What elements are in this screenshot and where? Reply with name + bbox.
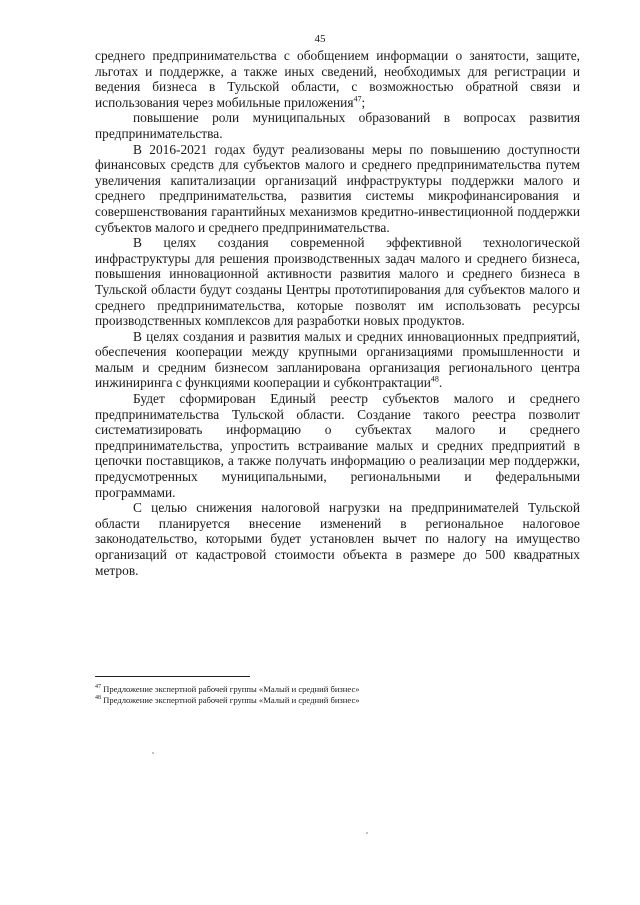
paragraph: повышение роли муниципальных образований в вопросах развития предпринимательства. <box>95 110 580 141</box>
paragraph-text: среднего предпринимательства с обобщением информации о занятости, защите, льготах и поддержке, а также иных сведений, необходимых для регистрации и ведения бизнеса в Тульской области, с возможностью обратной связи и использования через мобильные приложения <box>95 48 580 110</box>
footnote-divider <box>95 676 250 677</box>
paragraph: В целях создания современной эффективной технологической инфраструктуры для решения производственных задач малого и среднего бизнеса, повышения инновационной активности развития малого и среднего бизнеса в Тульской области будут созданы Центры прототипирования для субъектов малого и среднего предпринимательства, которые позволят им использовать ресурсы производственных комплексов для разработки новых продуктов. <box>95 235 580 329</box>
footnote-number: 47 <box>95 684 101 691</box>
scan-speck <box>152 752 154 754</box>
footnotes <box>95 684 580 706</box>
paragraph: В 2016-2021 годах будут реализованы меры по повышению доступности финансовых средств для субъектов малого и среднего предпринимательства путем увеличения капитализации организаций инфраструктуры поддержки малого и среднего предпринимательства, развития системы микрофинансирования и совершенствования гарантийных механизмов кредитно-инвестиционной поддержки субъектов малого и среднего предпринимательства. <box>95 141 580 235</box>
paragraph: С целью снижения налоговой нагрузки на предпринимателей Тульской области планируется внесение изменений в региональное налоговое законодательство, которыми будет установлен вычет по налогу на имущество организаций от кадастровой стоимости объекта в размере до 500 квадратных метров. <box>95 500 580 578</box>
paragraph-continuation <box>95 48 580 110</box>
paragraph-text: В целях создания и развития малых и средних инновационных предприятий, обеспечения кооперации между крупными организациями промышленности и малым и средним бизнесом запланирована организация регионального центра инжиниринга с функциями кооперации и субконтрактации <box>95 328 580 391</box>
footnote-number: 48 <box>95 695 101 702</box>
paragraph <box>95 329 580 391</box>
footnote <box>95 695 580 706</box>
scan-speck <box>366 832 368 834</box>
footnote-text: Предложение экспертной рабочей группы «Малый и средний бизнес» <box>103 684 360 694</box>
footnote-ref: 48 <box>430 375 439 384</box>
paragraph: Будет сформирован Единый реестр субъектов малого и среднего предпринимательства Тульской области. Создание такого реестра позволит систематизировать информацию о субъектах малого и среднего предпринимательства, упростить встраивание малых и средних предприятий в цепочки поставщиков, а также получать информацию о реализации мер поддержки, предусмотренных муниципальными, региональными и федеральными программами. <box>95 391 580 500</box>
footnote-ref: 47 <box>353 94 362 104</box>
footnote-text: Предложение экспертной рабочей группы «Малый и средний бизнес» <box>103 695 360 705</box>
paragraph-tail: ; <box>361 94 366 110</box>
footnote <box>95 684 580 695</box>
paragraph-tail: . <box>438 375 443 391</box>
body-text <box>95 48 580 578</box>
page-number: 45 <box>314 33 326 45</box>
